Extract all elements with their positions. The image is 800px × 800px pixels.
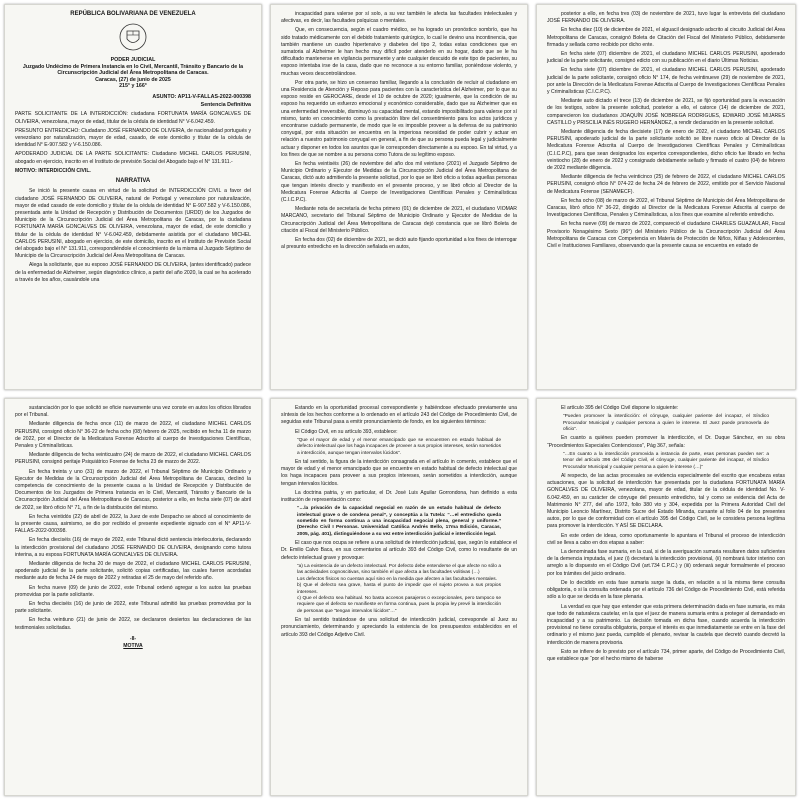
body-paragraph: Que, en consecuencia, según el cuadro médico, se ha logrado un pronóstico sombrío, que ha sido tratado médicamente con el debido tratamiento quirúrgico, lo cual le devino una incontinencia, que también mantiene un cuadro hipertensivo y diabetes del tipo 2, todas estas condiciones que en sumatoria al Alzheimer le han hecho muy difícil poder atenderlo en su hogar, dado que se le ha dificultado mantenerse en vigilancia permanente y ante cualquier descuido de este tipo de pacientes, su esposo intentaba irse de la casa, dado que no reconoce a su entorno familiar, poniéndose violento, y muchas veces descontrolándose. bbox=[281, 27, 517, 77]
legal-quote: “Pueden promover la interdicción: el cónyuge, cualquier pariente del incapaz, el Síndico Procurador Municipal y cualquier persona a quien le interese. El Juez puede promoverla de oficio”. bbox=[563, 414, 769, 433]
sentence-type: Sentencia Definitiva bbox=[200, 102, 251, 109]
header-court-name: Juzgado Undécimo de Primera Instancia en lo Civil, Mercantil, Tránsito y Bancario de la Circunscripción Judicial del Área Metropolitana de Caracas. bbox=[22, 63, 244, 77]
body-paragraph: Mediante diligencia de fecha 20 de mayo de 2022, el ciudadano MICHEL CARLOS PERUSINI, apoderado judicial de la parte solicitante, solicitó copias certificadas, las cuales fueron acordadas mediante auto de fecha 24 de mayo de 2022 y retiradas el 25 de mayo del referido año. bbox=[15, 561, 251, 582]
document-page-6 bbox=[536, 398, 796, 796]
body-paragraph: En fecha siete (07) diciembre de 2021, el ciudadano MICHEL CARLOS PERUSINI, apoderado judicial de la parte solicitante, consignó oficio N° 174, de fecha veintinueve (29) de noviembre de 2021, por ante la Dirección de la Medicatura Forense Adscrita al Cuerpo de Investigaciones Científicas Penales y Criminalísticas (C.I.C.P.C). bbox=[547, 67, 785, 96]
body-paragraph: Mediante diligencia de fecha veinticinco (25) de febrero de 2022, el ciudadano MICHEL CARLOS PERUSINI, consignó oficio N° 074-22 de fecha 24 de febrero de 2022, emitido por el Servicio Nacional de Medicatura Forense (SENAMECF). bbox=[547, 174, 785, 195]
legal-quote: “a) La existencia de un defecto intelectual. Por defecto debe entenderse el que afecte no sólo a las actividades cognoscitivas, sino también el que afecta a las facultades volitivas (…) Los defectos físicos no cuentan aquí sino en la medida que afecten a las facultades mentales. b) Que el defecto sea grave, hasta el punto de impedir que el sujeto provea a sus propios intereses. c) Que el defecto sea habitual. No basta accesos pasajeros o excepcionales, pero tampoco se requiere que el defecto se manifieste en forma continua, pues la propia ley prevé la interdicción de personas que “tengan intervalos lúcidos”…” bbox=[297, 563, 501, 614]
document-page-4 bbox=[4, 398, 262, 796]
legal-quote: “…la privación de la capacidad negocial en razón de un estado habitual de defecto intelectual grave o de condena penal”, y conceptúa a la Tutela: “…el entredicho queda sometido en forma continua a una incapacidad negocial plena, general y uniforme.” (Derecho Civil I Personas. Universidad Católica Andrés Bello, 17ma Edición, Caracas, 2005, pág. 401), distinguiéndose a su vez entre interdicción judicial e interdicción legal. bbox=[297, 506, 501, 537]
body-paragraph: Mediante auto dictado el trece (13) de diciembre de 2021, se fijó oportunidad para la evacuación de los testigos, sobre la presente solicitud, posterior a ello, el catorce (14) de diciembre de 2021, comparecieron los ciudadanos JOAQUÍN JOSÉ NOBREGA RODRIGUES, EDWARD JOSÉ MIJARES CASTILLO y PRISCILIA INÉS RUGERO HERNÁNDEZ, a rendir declaración en la presente solicitud. bbox=[547, 98, 785, 126]
body-paragraph: posterior a ello, en fecha tres (03) de noviembre de 2021, tuvo lugar la entrevista del ciudadano JOSÉ FERNANDO DE OLIVEIRA. bbox=[547, 11, 785, 25]
body-paragraph: Por otra parte, se hizo un consenso familiar, llegando a la conclusión de recluir al ciudadano en una Residencia de Atención y Reposo para pacientes con la característica del Alzheimer, por lo que su esposo reside en GEROCARE, desde el 10 de octubre de 2020; igualmente, que la condición de su esposo ha requerido un esfuerzo emocional y económico considerable, dado que su Alzheimer que es una enfermedad irreversible, disminuyó su capacidad mental, estando imposibilitado para valerse por sí mismo, tanto en conocimiento como la prestación libre del consentimiento para los actos jurídicos y encontrarse cuidado permanente, de modo que le es imposible proveer a la defensa de su patrimonio conyugal, por esta situación se encuentra en la imperiosa necesidad de poder cubrir y actuar en relación a nuestro patrimonio conyugal en general, a fin de que su persona pueda legal y judicialmente actuar y disponer en todos los asuntos que le corresponden directamente a su esposo. En tal virtud, y a los fines de que se nombre a su persona como Tutora de su legítimo esposo. bbox=[281, 79, 517, 158]
body-paragraph: En fecha diez (10) de diciembre de 2021, el alguacil designado adscrito al circuito Judicial del Área Metropolitana de Caracas, consignó Boleta de Citación del Fiscal del Ministerio Público, debidamente firmada y sellada como recibido por dicho ente. bbox=[547, 27, 785, 48]
legal-quote: “Que el mayor de edad y el menor emancipado que se encuentren en estado habitual de defecto intelectual que los haga incapaces de proveer a sus propios intereses, serán sometidos a interdicción, aunque tengan intervalos lúcidos”. bbox=[297, 437, 501, 456]
header-poder-judicial: PODER JUDICIAL bbox=[110, 57, 156, 64]
body-paragraph: En cuanto a quiénes pueden promover la interdicción, el Dr. Duque Sánchez, en su obra “Procedimientos Especiales Contenciosos”, Pág 367, señala: bbox=[547, 435, 785, 449]
body-paragraph: En fecha veintidós (22) de abril de 2022, la Juez de este Despacho se abocó al conocimiento de la presente causa, asimismo, se dio por recibido el presente expediente signado con el N° AP11-V-FALLAS-2022-000398. bbox=[15, 513, 251, 535]
case-motive: MOTIVO: INTERDICCIÓN CIVIL. bbox=[15, 167, 91, 174]
document-page-1 bbox=[4, 4, 262, 390]
section-heading-motiva: MOTIVA bbox=[123, 643, 143, 650]
body-paragraph: Al respecto, de las actas procesales se evidencia especialmente del escrito que encabeza estas actuaciones, que la solicitud de interdicción fue presentada por la ciudadana FORTUNATA MARÍA GONCALVES DE OLIVEIRA, venezolana, mayor de edad, titular de la cédula de identidad No. V-6.042.459, en su carácter de cónyuge del presunto entredicho, tal y como se evidencia del Acta de Matrimonio N° 277, del año 1972, folio 380 vto y 304, expedida por la Primera Autoridad Civil del Municipio Leoncio Martínez, Distrito Sucre del Estado Miranda, cursante al folio 04 de los presentes autos, por lo que de conformidad con el artículo 395 del Código Civil, se le considera persona legítima para promover la interdicción. Y ASÍ SE DECLARA. bbox=[547, 473, 785, 530]
body-paragraph: El caso que nos ocupa se refiere a una solicitud de interdicción judicial, que, según lo establece el Dr. Emilio Calvo Baca, en sus comentarios al artículo 393 del Código Civil, como lo resultante de un defecto intelectual grave y provoque: bbox=[281, 540, 517, 561]
coat-of-arms-icon bbox=[118, 22, 148, 52]
body-paragraph: En fecha ocho (08) de marzo de 2022, el Tribunal Séptimo de Municipio del Área Metropolitana de Caracas, libró oficio N° 36-22, dirigido al Director de la Medicatura Forense Adscrita al cuerpo de Investigaciones Científicas, Penales y Criminalísticas, a los fines que examine al referido entredicho. bbox=[547, 197, 785, 219]
body-paragraph: Estando en la oportunidad procesal correspondiente y habiéndose efectuado previamente una síntesis de los hechos conforme a lo ordenado en el artículo 243 del Código de Procedimiento Civil, de seguidas este Tribunal pasa a emitir pronunciamiento de fondo, en los siguientes términos: bbox=[281, 405, 517, 426]
body-paragraph: Alega la solicitante, que su esposo JOSÉ FERNANDO DE OLIVEIRA, (antes identificado) padece de la enfermedad de Alzheimer, según diagnóstico clínico, a partir del año 2020, la cual se ha acelerado a través de los años, causándole una bbox=[15, 262, 251, 283]
document-page-5 bbox=[270, 398, 528, 796]
body-paragraph: En fecha veintiséis (26) de noviembre del año dos mil veintiuno (2021) el Juzgado Séptimo de Municipio Ordinario y Ejecutor de Medidas de la Circunscripción Judicial del Área Metropolitana de Caracas, dictó auto admitiendo la presente solicitud, por lo que se libró oficio a todas aquellas personas que tengan interés directo y manifiesto en el presente proceso, y se libró oficio al Director de la Medicatura Forense Adscrita al Cuerpo de Investigaciones Científicas Penales y Criminalísticas (C.I.C.P.C). bbox=[281, 161, 517, 204]
page-roman-numeral: -II- bbox=[129, 635, 137, 642]
body-paragraph: En fecha treinta y uno (31) de marzo de 2022, el Tribunal Séptimo de Municipio Ordinario y Ejecutor de Medidas de la Circunscripción Judicial del Área Metropolitana de Caracas, declinó la competencia de conocimiento de la presente causa a la Unidad de Recepción y Distribución de Documentos de los Juzgados de Primera Instancia en lo Civil, Mercantil, Tránsito y Bancario de la Circunscripción Judicial del Área Metropolitana de Caracas, posterior a ello, en fecha siete (07) de abril de 2022, se libró oficio N° 71, a fin de la distribución del mismo. bbox=[15, 468, 251, 511]
body-paragraph: En fecha veintiuno (21) de junio de 2022, se declararon desiertos las declaraciones de las testimoniales solicitadas. bbox=[15, 617, 251, 631]
header-date: Caracas, (27) de junio de 2025 bbox=[95, 76, 171, 83]
body-paragraph: Mediante diligencia de fecha diecisiete (17) de enero de 2022, el ciudadano MICHEL CARLOS PERUSINI, apoderado judicial de la parte solicitante solicitó se libre nuevo oficio al Director de la Medicatura Forense Adscrita al Cuerpo de Investigaciones Científicas Penales y Criminalísticas (C.I.C.P.C), para que sean designados los expertos correspondientes, dicho oficio fue librado en fecha veintiocho (28) de enero de 2022 y consignado debidamente sellado y firmado el cuatro (04) de febrero de 2022 mediante diligencia. bbox=[547, 129, 785, 172]
body-paragraph: incapacidad para valerse por sí solo, a su vez también le afecta las facultades intelectuales y afectivas, es decir, las facultades psíquicas o mentales. bbox=[281, 11, 517, 25]
legal-quote: “…En cuanto a la interdicción promovida a instancia de parte, esas personas pueden ser: a tenor del artículo 396 del Código Civil, el cónyuge, cualquier pariente del incapaz, el Síndico Procurador Municipal y cualquier persona a quien le interese (…)” bbox=[563, 451, 769, 470]
body-paragraph: Mediante diligencia de fecha veinticuatro (24) de marzo de 2022, el ciudadano MICHEL CARLOS PERUSINI, consignó peritaje Psiquiátrico Forense de fecha 23 de marzo de 2022. bbox=[15, 452, 251, 466]
body-paragraph: En fecha dieciséis (16) de mayo de 2022, este Tribunal dictó sentencia interlocutoria, declarando la interdicción provisional del ciudadano JOSÉ FERNANDO DE OLIVEIRA, designando como tutora interina, a su esposa FORTUNATA MARÍA GONCALVES DE OLIVEIRA. bbox=[15, 537, 251, 558]
body-paragraph: La denominada fase sumaria, en la cual, si de la averiguación sumaria resultaren datos suficientes de la demencia imputada, el juez (i) decretará la interdicción provisional, (ii) nombrará tutor interino con arreglo a lo dispuesto en el Código Civil (art.734 C.P.C.) y (iii) ordenará seguir formalmente el proceso por los trámites del juicio ordinario. bbox=[547, 549, 785, 577]
body-paragraph: La verdad es que hay que entender que esta primera determinación dada en fase sumaria, es más que todo de naturaleza cautelar, en la que el juez de manera sumaria entra a proteger al demandado en incapacidad y a su patrimonio. La decisión tomada en dicha fase, cuando acuerda la interdicción provisional no tiene consulta obligatoria, porque el interés es que inmediatamente se entre en la fase del ordinario y el mismo juez pueda, cumplido el plenario, revisar la cautela que decretó cuando decretó la interdicción de manera provisoria. bbox=[547, 603, 785, 646]
section-heading-narrativa: NARRATIVA bbox=[115, 178, 151, 185]
body-paragraph: Mediante nota de secretaría de fecha primero (01) de diciembre de 2021, el ciudadano VIOMAR MARCANO, secretario del Tribunal Séptimo de Municipio Ordinario y Ejecutor de Medidas de la Circunscripción Judicial del Área Metropolitana de Caracas dejó constancia que se libró Boleta de citación al Fiscal del Ministerio Público. bbox=[281, 206, 517, 234]
party-petitioner: PARTE SOLICITANTE DE LA INTERDICCIÓN: ciudadana FORTUNATA MARÍA GONCALVES DE OLIVEIRA, venezolana, mayor de edad, titular de la cédula de identidad N° V-6.042.459. bbox=[15, 111, 251, 125]
body-paragraph: La doctrina patria, y en particular, el Dr. José Luis Aguilar Gorrondona, han definido a esta institución de representación como: bbox=[281, 489, 517, 504]
party-alleged-incapacitated: PRESUNTO ENTREDICHO: Ciudadano JOSÉ FERNANDO DE OLIVEIRA, de nacionalidad portugués y venezolano por naturalización, mayor de edad, casado, de este domicilio y titular de la cédula de identidad N° E-907.582 y V-6.150.086. bbox=[15, 127, 251, 149]
body-paragraph: De lo decidido en esta fase sumaria surge la duda, en relación a si la misma tiene consulta obligatoria, o si la consulta ordenada por el artículo 736 del Código de Procedimiento Civil, está referida sólo a lo que se decida en la fase plenaria. bbox=[547, 579, 785, 601]
body-paragraph: Esto se infiere de lo previsto por el artículo 734, primer aparte, del Código de Procedimiento Civil, que establece que “por el hecho mismo de haberse bbox=[547, 648, 785, 662]
body-paragraph: En tal sentido, la figura de la interdicción consagrada en el artículo in comento, establece que el mayor de edad y el menor emancipado que se encuentre en estado habitual de defecto intelectual que los haga incapaces para proveer a sus propios intereses, serán sometidos a interdicción, aunque tengan intervalos lúcidos. bbox=[281, 459, 517, 487]
document-page-3 bbox=[536, 4, 796, 390]
body-paragraph: Se inició la presente causa en virtud de la solicitud de INTERDICCIÓN CIVIL a favor del ciudadano JOSÉ FERNANDO DE OLIVEIRA, natural de Portugal y venezolano por naturalización, mayor de edad casado de este domicilio y titular de la cédula de identidad N° E-907.582 y V-6.150.086, presentada ante la Unidad de Recepción y Distribución de Documentos (URDD) de los Juzgados de Municipio de la Circunscripción Judicial del Área Metropolitana de Caracas, por la ciudadana FORTUNATA MARÍA GONCALVES DE OLIVEIRA, venezolana, mayor de edad, de este domicilio y titular de la cédula de identidad N° V-6.042.459, debidamente asistida por el ciudadano MICHEL CARLOS PERUSINI, abogado en ejercicio, de este domicilio, inscrito en el Instituto de Previsión Social del abogado bajo el N° 131.911, correspondiéndole el conocimiento de la misma al Juzgado Séptimo de Municipio de la Circunscripción Judicial del Área Metropolitana de Caracas. bbox=[15, 188, 251, 260]
party-attorney: APODERADO JUDICIAL DE LA PARTE SOLICITANTE: Ciudadano MICHEL CARLOS PERUSINI, abogado en ejercicio, inscrito en el Instituto de previsión Social del Abogado bajo el N° 131.911.- bbox=[15, 151, 251, 165]
body-paragraph: El Código Civil, en su artículo 393, establece: bbox=[295, 428, 398, 435]
body-paragraph: En fecha nueve (09) de marzo de 2022, compareció el ciudadano CHARLES GUAZAULAR, Fiscal Provisorio Nonagésimo Sexto (96°) del Ministerio Público de la Circunscripción Judicial del Área Metropolitana de Caracas con Competencia en Materia de Protección de Niños, Niñas y Adolescentes, Civil e Instituciones Familiares, observando que la presente causa se encuentra en estado de bbox=[547, 221, 785, 250]
body-paragraph: El artículo 395 del Código Civil dispone lo siguiente: bbox=[561, 405, 679, 411]
document-page-2 bbox=[270, 4, 528, 390]
body-paragraph: En fecha nueve (09) de junio de 2022, este Tribunal ordenó agregar a los autos las pruebas promovidas por la parte solicitante. bbox=[15, 584, 251, 598]
body-paragraph: Mediante diligencia de fecha once (11) de marzo de 2022, el ciudadano MICHEL CARLOS PERUSINI, consignó oficio N° 36-22 de fecha ocho (08) febrero de 2025, recibido en fecha 11 de marzo de 2022, por el Director de la Medicatura Forense Adscrito al cuerpo de Investigaciones Científicas, Penales y Criminalísticas. bbox=[15, 421, 251, 450]
body-paragraph: En tal sentido tratándose de una solicitud de interdicción judicial, corresponde al Juez su pronunciamiento, determinando y apreciando la existencia de los presupuestos establecidos en el artículo 393 del Código Adjetivo Civil. bbox=[281, 617, 517, 638]
body-paragraph: sustanciación por lo que solicitó se oficie nuevamente una vez conste en autos los oficios librados por el Tribunal. bbox=[15, 405, 251, 419]
body-paragraph: En este orden de ideas, como oportunamente lo apuntara el Tribunal el proceso de interdicción civil se lleva a cabo en dos etapas a saber: bbox=[547, 532, 785, 546]
body-paragraph: En fecha dieciséis (16) de junio de 2022, este Tribunal admitió las pruebas promovidas por la parte solicitante. bbox=[15, 601, 251, 615]
case-number: ASUNTO: AP11-V-FALLAS-2022-000398 bbox=[152, 94, 251, 101]
header-years: 215° y 166° bbox=[119, 83, 147, 90]
body-paragraph: En fecha dos (02) de diciembre de 2021, se dictó auto fijando oportunidad a los fines de interrogar al presunto entredicho en la dirección señalada en autos, bbox=[281, 237, 517, 251]
body-paragraph: En fecha siete (07) diciembre de 2021, el ciudadano MICHEL CARLOS PERUSINI, apoderado judicial de la parte solicitante, consignó edicto con su publicación en el diario Últimas Noticias. bbox=[547, 51, 785, 65]
court-header bbox=[15, 11, 251, 90]
header-republic: REPÚBLICA BOLIVARIANA DE VENEZUELA bbox=[70, 11, 196, 17]
